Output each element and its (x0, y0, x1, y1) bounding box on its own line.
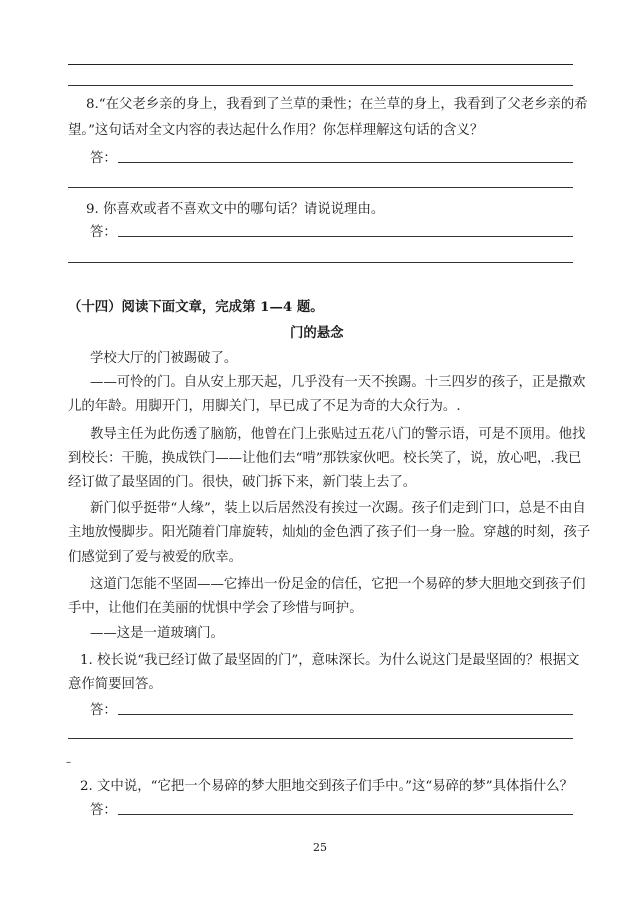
q1-line-2: 意作简要回答。 (68, 677, 162, 692)
passage-line: 主地放慢脚步。阳光随着门扉旋转，灿灿的金色洒了孩子们一身一脸。穿越的时刻，孩子 (68, 525, 591, 540)
q2-line-1: 2. 文中说，“它把一个易碎的梦大胆地交到孩子们手中。”这“易碎的梦”具体指什么？ (80, 779, 573, 794)
passage-line: 教导主任为此伤透了脑筋，他曾在门上张贴过五花八门的警示语，可是不顶用。他找 (90, 427, 586, 442)
passage-title: 门的悬念 (290, 325, 344, 341)
header-rule (68, 64, 573, 65)
passage-line: 们感觉到了爱与被爱的欣幸。 (68, 550, 243, 565)
passage-line: 儿的年龄。用脚开门，用脚关门，早已成了不足为奇的大众行为。. (68, 399, 461, 414)
q1-answer-line-2[interactable] (68, 738, 573, 739)
q9-answer-label: 答： (90, 225, 117, 240)
q9-answer-line[interactable] (118, 236, 573, 237)
q8-answer-line-2[interactable] (68, 187, 573, 188)
page-number: 25 (313, 841, 327, 854)
q8-line-2: 望。”这句话对全文内容的表达起什么作用？你怎样理解这句话的含义？ (68, 123, 484, 138)
passage-line: ——可怜的门。自从安上那天起，几乎没有一天不挨踢。十三四岁的孩子，正是撒欢 (90, 375, 586, 390)
passage-line: 新门似乎挺带“人缘”，装上以后居然没有挨过一次踢。孩子们走到门口，总是不由自 (90, 501, 586, 516)
passage-line: 学校大厅的门被踢破了。 (90, 351, 238, 366)
passage-line: 到校长：干脆，换成铁门——让他们去“啃”那铁家伙吧。校长笑了，说，放心吧，.我已 (68, 451, 582, 466)
q8-line-1: 8.“在父老乡亲的身上，我看到了兰草的秉性；在兰草的身上，我看到了父老乡亲的希 (86, 97, 588, 112)
passage-line: 这道门怎能不坚固——它捧出一份足金的信任，它把一个易碎的梦大胆地交到孩子们 (90, 577, 586, 592)
q2-answer-label: 答： (90, 803, 117, 818)
stray-mark: – (66, 757, 71, 768)
q1-line-1: 1. 校长说“我已经订做了最坚固的门”，意味深长。为什么说这门是最坚固的？根据文 (80, 653, 580, 668)
q8-answer-label: 答： (90, 151, 117, 166)
passage-line: ——这是一道玻璃门。 (90, 626, 224, 641)
q8-answer-line[interactable] (118, 162, 573, 163)
q1-answer-label: 答： (90, 703, 117, 718)
passage-line: 手中，让他们在美丽的忧惧中学会了珍惜与呵护。 (68, 601, 363, 616)
q9-answer-line-2[interactable] (68, 262, 573, 263)
q1-answer-line[interactable] (118, 714, 573, 715)
passage-line: 经订做了最坚固的门。很快，破门拆下来，新门装上去了。 (68, 475, 417, 490)
q2-answer-line[interactable] (118, 814, 573, 815)
section-heading: （十四）阅读下面文章，完成第 1—4 题。 (68, 299, 324, 315)
answer-line (68, 85, 573, 86)
q9-line-1: 9. 你喜欢或者不喜欢文中的哪句话？请说说理由。 (86, 202, 385, 217)
